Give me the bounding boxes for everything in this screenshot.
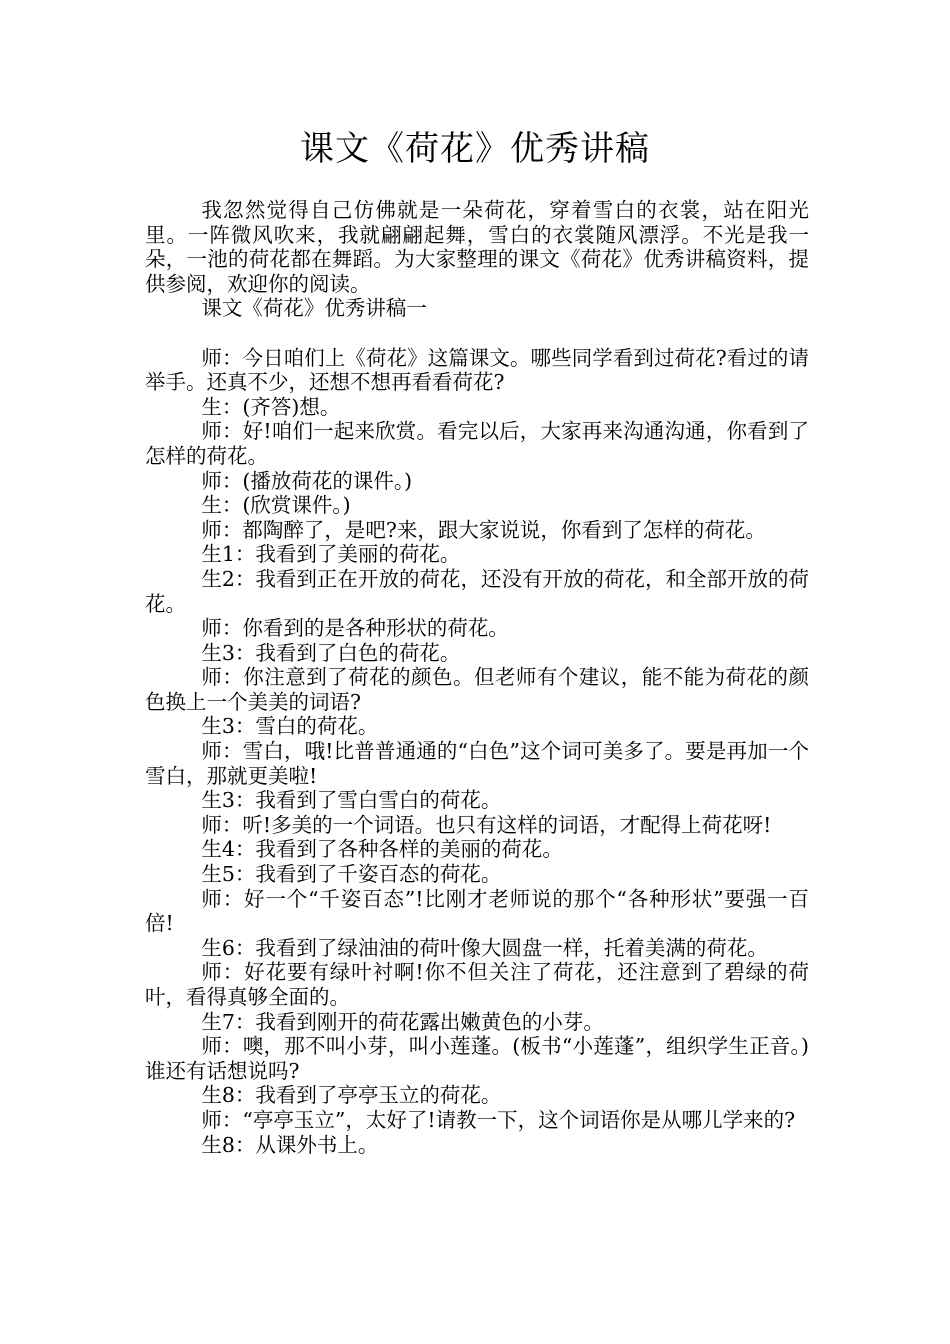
dialogue-line: 生6：我看到了绿油油的荷叶像大圆盘一样，托着美满的荷花。: [201, 935, 768, 960]
document-title: 课文《荷花》优秀讲稿: [300, 129, 650, 169]
dialogue-line: 师：听!多美的一个词语。也只有这样的词语，才配得上荷花呀!: [201, 812, 772, 837]
document-body: [145, 198, 809, 1157]
dialogue-line: 生2：我看到正在开放的荷花，还没有开放的荷花，和全部开放的荷花。: [145, 566, 809, 616]
dialogue-line: 生：(欣赏课件。): [201, 493, 351, 518]
dialogue-line: 生7：我看到刚开的荷花露出嫩黄色的小芽。: [201, 1009, 604, 1034]
dialogue-line: 师：好花要有绿叶衬啊!你不但关注了荷花，还注意到了碧绿的荷叶，看得真够全面的。: [145, 960, 809, 1009]
dialogue-line: 生8：我看到了亭亭玉立的荷花。: [201, 1083, 502, 1108]
dialogue-line: 师：好!咱们一起来欣赏。看完以后，大家再来沟通沟通，你看到了怎样的荷花。: [145, 419, 809, 468]
dialogue-line: 生5：我看到了千姿百态的荷花。: [201, 862, 502, 887]
dialogue-line: 师：(播放荷花的课件。): [201, 468, 413, 493]
dialogue-line: 师：“亭亭玉立”，太好了!请教一下，这个词语你是从哪儿学来的?: [201, 1107, 796, 1132]
dialogue-line: 师：你看到的是各种形状的荷花。: [201, 616, 509, 641]
dialogue-line: 生4：我看到了各种各样的美丽的荷花。: [201, 837, 563, 862]
dialogue-line: 师：好一个“千姿百态”!比刚才老师说的那个“各种形状”要强一百倍!: [145, 886, 809, 936]
dialogue-line: 生3：雪白的荷花。: [201, 714, 379, 739]
intro-paragraph: 我忽然觉得自己仿佛就是一朵荷花，穿着雪白的衣裳，站在阳光里。一阵微风吹来，我就翩翩起舞，雪白的衣裳随风漂浮。不光是我一朵，一池的荷花都在舞蹈。为大家整理的课文《荷花》优秀讲稿资料，提供参阅，欢迎你的阅读。: [145, 198, 809, 296]
dialogue-line: 师：你注意到了荷花的颜色。但老师有个建议，能不能为荷花的颜色换上一个美美的词语?: [145, 665, 809, 714]
section-heading: 课文《荷花》优秀讲稿一: [201, 296, 427, 321]
dialogue-line: 师：雪白，哦!比普普通通的“白色”这个词可美多了。要是再加一个雪白，那就更美啦!: [145, 739, 809, 788]
dialogue-line: 生3：我看到了雪白雪白的荷花。: [201, 788, 502, 813]
dialogue-line: 师：噢，那不叫小芽，叫小莲蓬。(板书“小莲蓬”，组织学生正音。)谁还有话想说吗?: [145, 1034, 809, 1083]
dialogue-line: 师：今日咱们上《荷花》这篇课文。哪些同学看到过荷花?看过的请举手。还真不少，还想不想再看看荷花?: [145, 345, 809, 395]
blank-line: [145, 321, 809, 346]
dialogue-line: 师：都陶醉了，是吧?来，跟大家说说，你看到了怎样的荷花。: [201, 517, 766, 542]
dialogue-line: 生8：从课外书上。: [201, 1132, 379, 1157]
dialogue-line: 生：(齐答)想。: [201, 394, 341, 419]
dialogue-line: 生3：我看到了白色的荷花。: [201, 640, 461, 665]
dialogue-line: 生1：我看到了美丽的荷花。: [201, 542, 461, 567]
